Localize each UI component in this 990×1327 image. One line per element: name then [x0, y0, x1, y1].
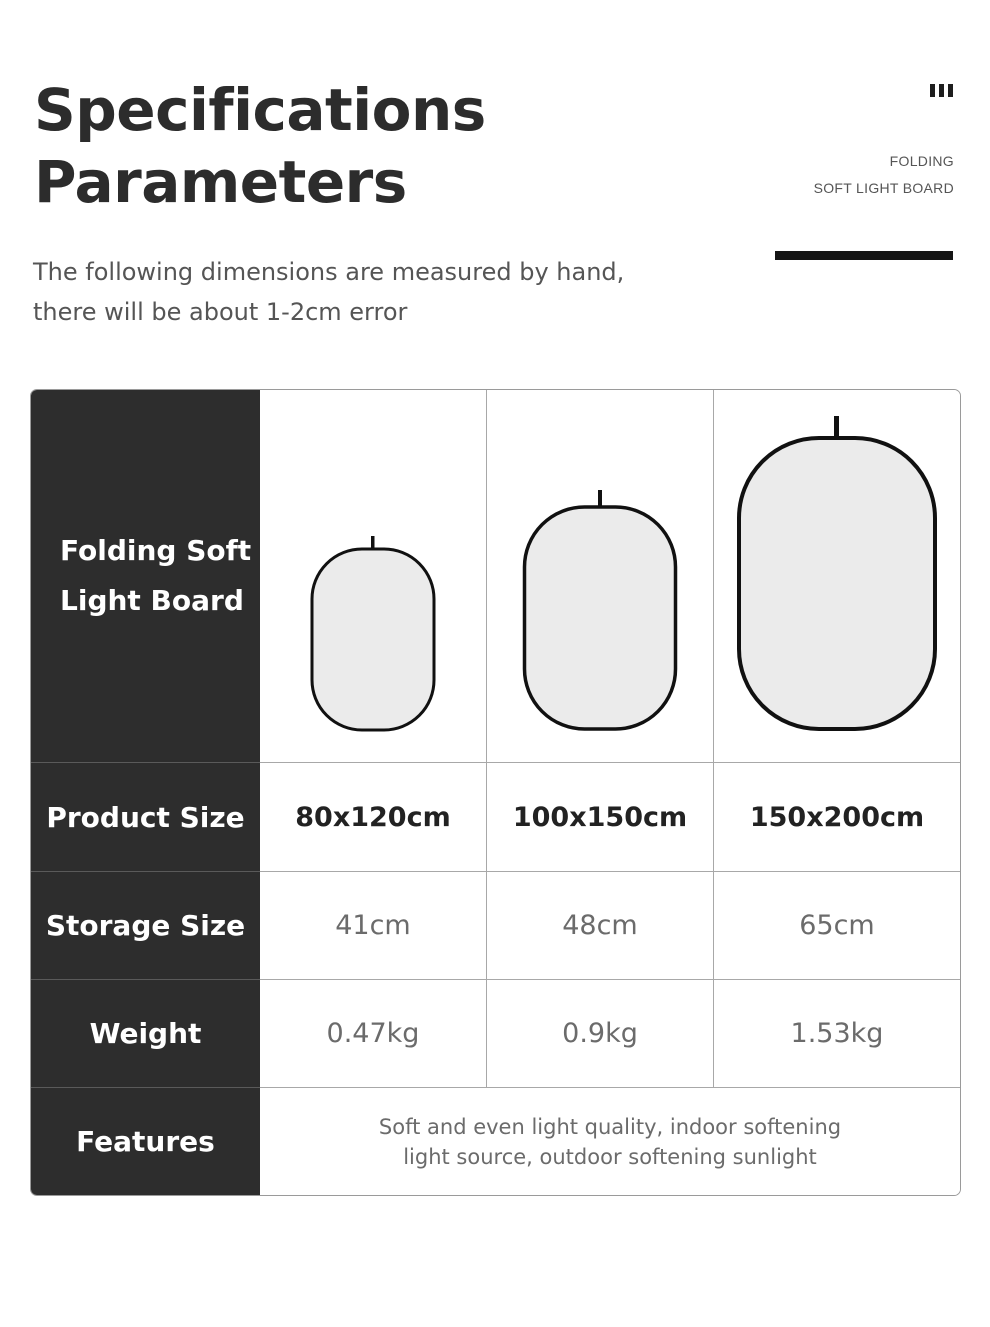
decorative-rule — [775, 251, 953, 260]
product-name-header — [31, 390, 260, 763]
product-name-line-1: Folding Soft — [60, 534, 252, 567]
features-line-2: light source, outdoor softening sunlight — [403, 1144, 817, 1169]
features-header: Features — [31, 1088, 260, 1195]
decorative-bars-icon — [930, 84, 953, 97]
product-size-header: Product Size — [31, 763, 260, 872]
board-image-cell-large — [714, 390, 960, 763]
category-line-1: FOLDING — [889, 153, 954, 169]
product-category-label — [814, 148, 954, 202]
board-image-cell-medium — [487, 390, 714, 763]
measurement-note-line-2: there will be about 1-2cm error — [33, 298, 408, 326]
storage-size-large: 65cm — [714, 872, 960, 980]
decorative-bar — [948, 84, 953, 97]
features-line-1: Soft and even light quality, indoor softening — [378, 1114, 842, 1139]
decorative-bar — [939, 84, 944, 97]
medium-softlight-board-image — [522, 490, 678, 732]
storage-size-small: 41cm — [260, 872, 487, 980]
product-size-large: 150x200cm — [714, 763, 960, 872]
large-softlight-board-image — [736, 416, 938, 732]
weight-large: 1.53kg — [714, 980, 960, 1088]
measurement-note — [33, 252, 624, 332]
measurement-note-line-1: The following dimensions are measured by hand, — [33, 258, 625, 286]
decorative-bar — [930, 84, 935, 97]
weight-small: 0.47kg — [260, 980, 487, 1088]
storage-size-header: Storage Size — [31, 872, 260, 980]
category-line-2: SOFT LIGHT BOARD — [813, 180, 954, 196]
spec-table — [30, 389, 961, 1196]
weight-medium: 0.9kg — [487, 980, 714, 1088]
storage-size-medium: 48cm — [487, 872, 714, 980]
weight-header: Weight — [31, 980, 260, 1088]
product-size-small: 80x120cm — [260, 763, 487, 872]
small-softlight-board-image — [310, 536, 436, 732]
product-name-line-2: Light Board — [60, 584, 244, 617]
page-title — [34, 74, 486, 218]
title-line-2: Parameters — [34, 148, 407, 216]
features-description — [260, 1088, 960, 1195]
product-size-medium: 100x150cm — [487, 763, 714, 872]
title-line-1: Specifications — [34, 76, 486, 144]
board-image-cell-small — [260, 390, 487, 763]
